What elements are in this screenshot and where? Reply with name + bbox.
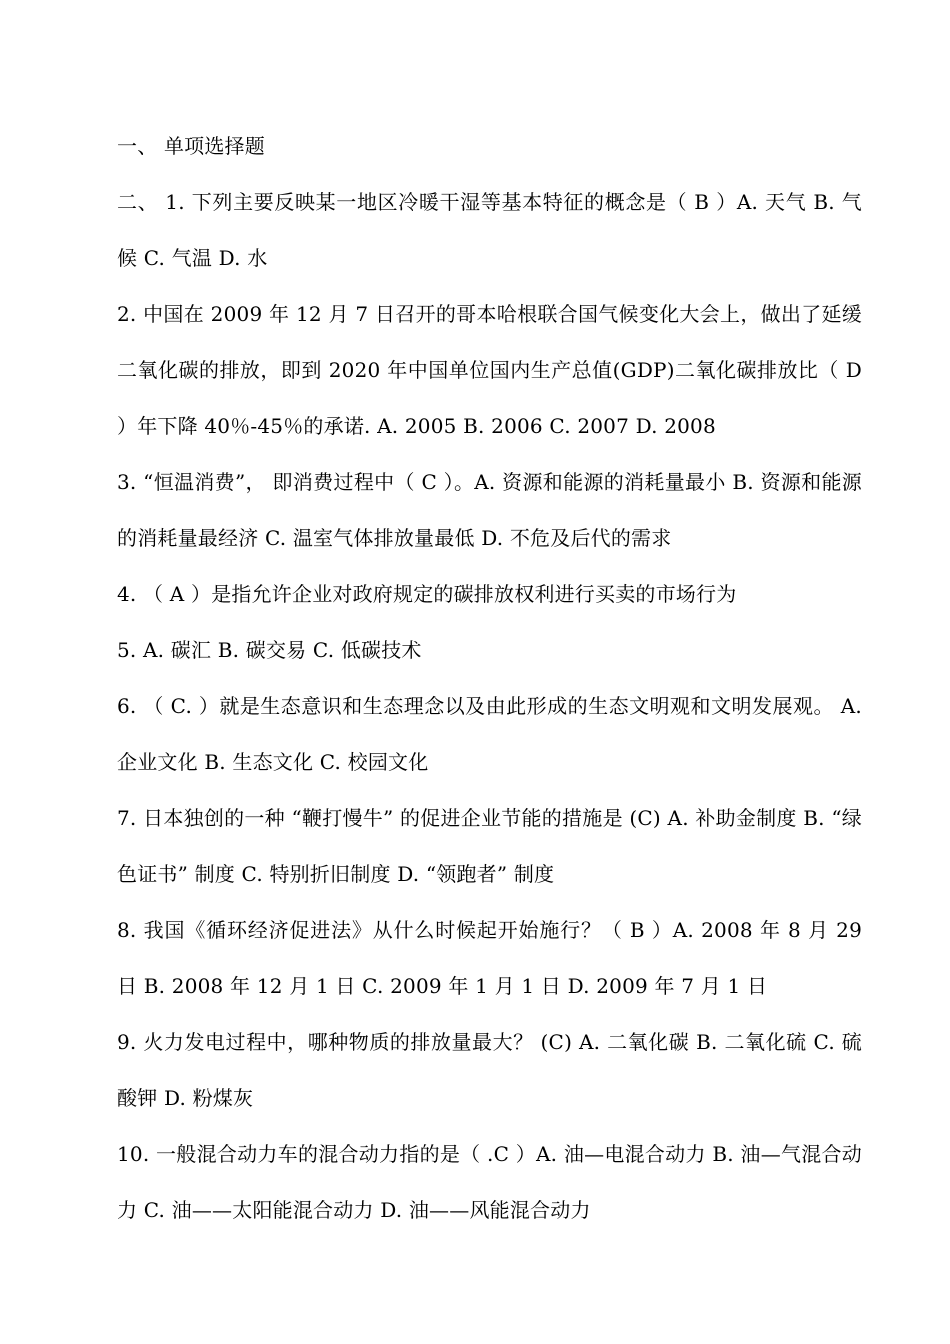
question-9: 9. 火力发电过程中，哪种物质的排放量最大？ (C) A. 二氧化碳 B. 二氧化硫 C. 硫酸钾 D. 粉煤灰 — [117, 1030, 862, 1110]
document-body — [117, 118, 862, 1238]
question-10: 10. 一般混合动力车的混合动力指的是（ .C ）A. 油—电混合动力 B. 油—气混合动力 C. 油——太阳能混合动力 D. 油——风能混合动力 — [117, 1142, 862, 1222]
section-heading: 一、 单项选择题 — [117, 134, 265, 158]
question-3: 3. “恒温消费”， 即消费过程中（ C ）。A. 资源和能源的消耗量最小 B. 资源和能源的消耗量最经济 C. 温室气体排放量最低 D. 不危及后代的需求 — [117, 470, 862, 550]
question-4: 4. （ A ）是指允许企业对政府规定的碳排放权利进行买卖的市场行为 — [117, 582, 737, 606]
question-6: 6. （ C. ）就是生态意识和生态理念以及由此形成的生态文明观和文明发展观。 A. 企业文化 B. 生态文化 C. 校园文化 — [117, 694, 862, 774]
question-1: 二、 1. 下列主要反映某一地区冷暖干湿等基本特征的概念是（ B ）A. 天气 B. 气候 C. 气温 D. 水 — [117, 190, 862, 270]
question-8: 8. 我国《循环经济促进法》从什么时候起开始施行？（ B ）A. 2008 年 8 月 29 日 B. 2008 年 12 月 1 日 C. 2009 年 1 月 1 日 D. 2009 年 7 月 1 日 — [117, 918, 862, 998]
question-5: 5. A. 碳汇 B. 碳交易 C. 低碳技术 — [117, 638, 422, 662]
question-7: 7. 日本独创的一种 “鞭打慢牛” 的促进企业节能的措施是 (C) A. 补助金制度 B. “绿色证书” 制度 C. 特别折旧制度 D. “领跑者” 制度 — [117, 806, 862, 886]
question-2: 2. 中国在 2009 年 12 月 7 日召开的哥本哈根联合国气候变化大会上，做出了延缓二氧化碳的排放，即到 2020 年中国单位国内生产总值(GDP)二氧化碳排放比（ D ）年下降 40％-45％的承诺. A. 2005 B. 2006 C. 2007 D. 2008 — [117, 302, 862, 438]
